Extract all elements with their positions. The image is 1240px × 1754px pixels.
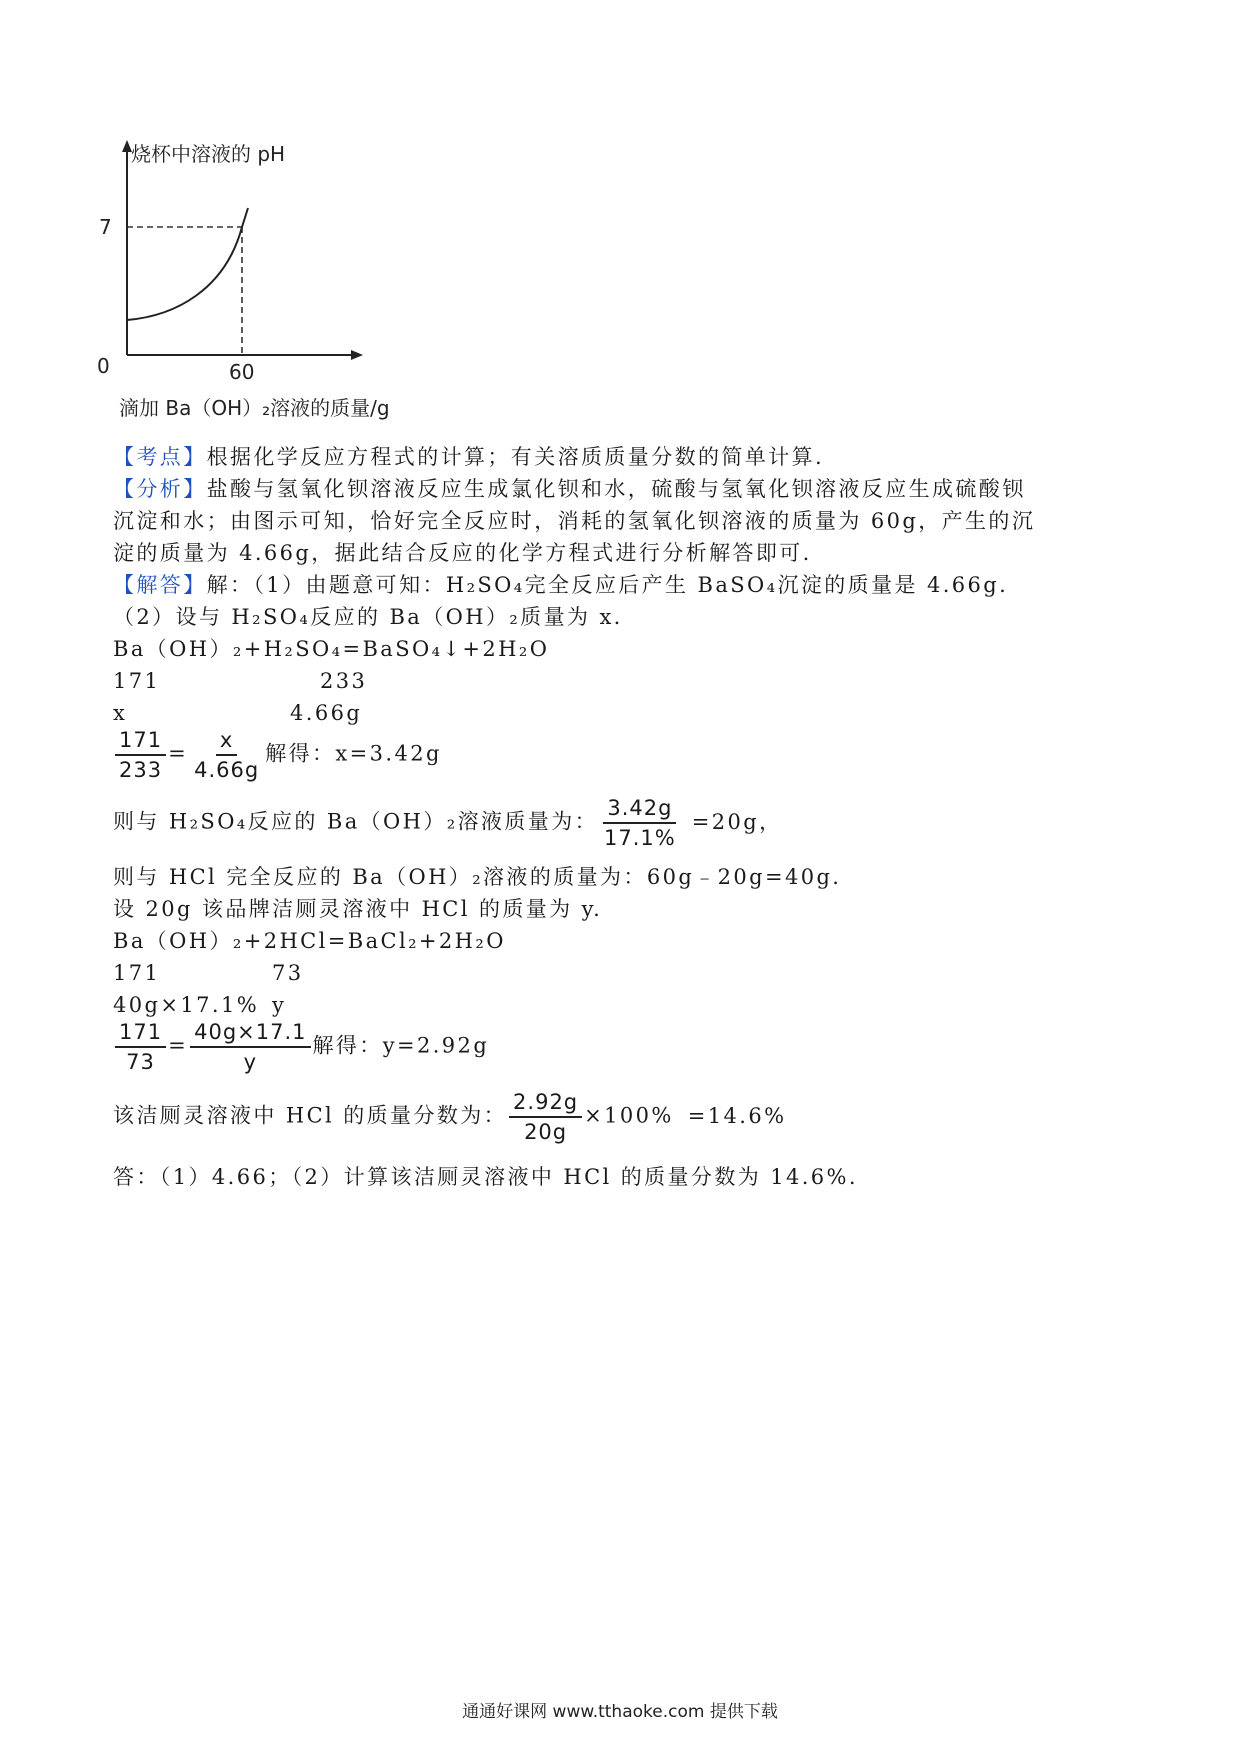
x-axis-label: 滴加 Ba（OH）₂溶液的质量/g (119, 396, 390, 420)
frac2 (600, 796, 680, 850)
frac3-right (190, 1020, 310, 1074)
frac3-right-num: 40g×17.1 (190, 1020, 310, 1048)
y-axis-label: 烧杯中溶液的 pH (131, 142, 286, 166)
ph-graph (97, 140, 435, 430)
eq2-var-right: y (272, 993, 287, 1017)
percent-line (113, 1090, 787, 1144)
frac2-num: 3.42g (603, 796, 676, 824)
eq1-mass-right: 233 (320, 669, 368, 693)
frac3-left (115, 1020, 166, 1074)
frac1-left (115, 728, 166, 782)
frac1-right-den: 4.66g (194, 758, 260, 782)
frac4-times: ×100% (584, 1103, 674, 1128)
frac3-right-den: y (243, 1050, 258, 1074)
equation-1: Ba（OH）₂+H₂SO₄=BaSO₄↓+2H₂O (113, 637, 550, 661)
frac1-right (190, 728, 263, 782)
kaodian-text: 根据化学反应方程式的计算；有关溶质质量分数的简单计算. (206, 445, 825, 469)
jieda-text-1: 解：（1）由题意可知：H₂SO₄完全反应后产生 BaSO₄沉淀的质量是 4.66g. (206, 573, 1009, 597)
final-answer: 答：（1）4.66；（2）计算该洁厕灵溶液中 HCl 的质量分数为 14.6%. (113, 1165, 858, 1189)
frac3-left-num: 171 (115, 1020, 166, 1048)
fenxi-line-1 (113, 474, 1026, 504)
frac1-left-num: 171 (115, 728, 166, 756)
frac2-den: 17.1% (604, 826, 676, 850)
jieda-line-2: （2）设与 H₂SO₄反应的 Ba（OH）₂质量为 x. (113, 605, 623, 629)
frac3-result: 解得：y=2.92g (312, 1033, 490, 1058)
frac1-result: 解得：x=3.42g (265, 741, 442, 766)
frac4-num: 2.92g (509, 1090, 582, 1118)
set-y-line: 设 20g 该品牌洁厕灵溶液中 HCl 的质量为 y. (113, 897, 603, 921)
x-axis-arrow (351, 350, 363, 360)
eq1-var-right: 4.66g (290, 701, 363, 725)
proportion-2: $\frac{171}{73}$ = $\frac{40g\times 17.1}{y}$ 解得：y=2.92g (113, 1020, 489, 1074)
frac1-right-num: x (216, 728, 237, 756)
eq1-mass-left: 171 (113, 669, 161, 693)
ph-curve (127, 208, 248, 320)
eq2-mass-right: 73 (272, 961, 304, 985)
eq2-var-left: 40g×17.1% (113, 993, 260, 1017)
hcl-mass-line: 则与 HCl 完全反应的 Ba（OH）₂溶液的质量为：60g﹣20g=40g. (113, 865, 842, 889)
fenxi-line-2: 沉淀和水；由图示可知，恰好完全反应时，消耗的氢氧化钡溶液的质量为 60g，产生的沉 (113, 509, 1036, 533)
frac3-left-den: 73 (126, 1050, 155, 1074)
equation-2: Ba（OH）₂+2HCl=BaCl₂+2H₂O (113, 929, 506, 953)
y-tick-7: 7 (99, 215, 112, 239)
page-footer: 通通好课网 www.tthaoke.com 提供下载 (462, 1702, 778, 1722)
frac4 (509, 1090, 582, 1144)
ba-solution-mass-line (113, 796, 783, 850)
fenxi-tag: 【分析】 (113, 477, 207, 501)
jieda-line-1 (113, 570, 1008, 600)
frac4-den: 20g (524, 1120, 568, 1144)
frac2-result: =20g， (691, 809, 783, 834)
jieda-tag: 【解答】 (113, 573, 207, 597)
frac4-result: =14.6% (687, 1103, 787, 1128)
kaodian-line (113, 442, 824, 472)
origin-label: 0 (97, 354, 110, 378)
fenxi-line-3: 淀的质量为 4.66g，据此结合反应的化学方程式进行分析解答即可. (113, 541, 812, 565)
ph-curve-figure (105, 140, 435, 430)
percent-text: 该洁厕灵溶液中 HCl 的质量分数为： (113, 1103, 508, 1128)
eq2-mass-left: 171 (113, 961, 161, 985)
ba-solution-mass-text: 则与 H₂SO₄反应的 Ba（OH）₂溶液质量为： (113, 809, 599, 834)
eq1-var-left: x (113, 701, 128, 725)
proportion-1: $\frac{171}{233}$ = $\frac{x}{4.66g}$ 解得：x=3.42g (113, 728, 442, 782)
frac1-left-den: 233 (119, 758, 163, 782)
fenxi-text-1: 盐酸与氢氧化钡溶液反应生成氯化钡和水，硫酸与氢氧化钡溶液反应生成硫酸钡 (206, 477, 1026, 501)
x-tick-60: 60 (229, 360, 255, 384)
kaodian-tag: 【考点】 (113, 445, 207, 469)
